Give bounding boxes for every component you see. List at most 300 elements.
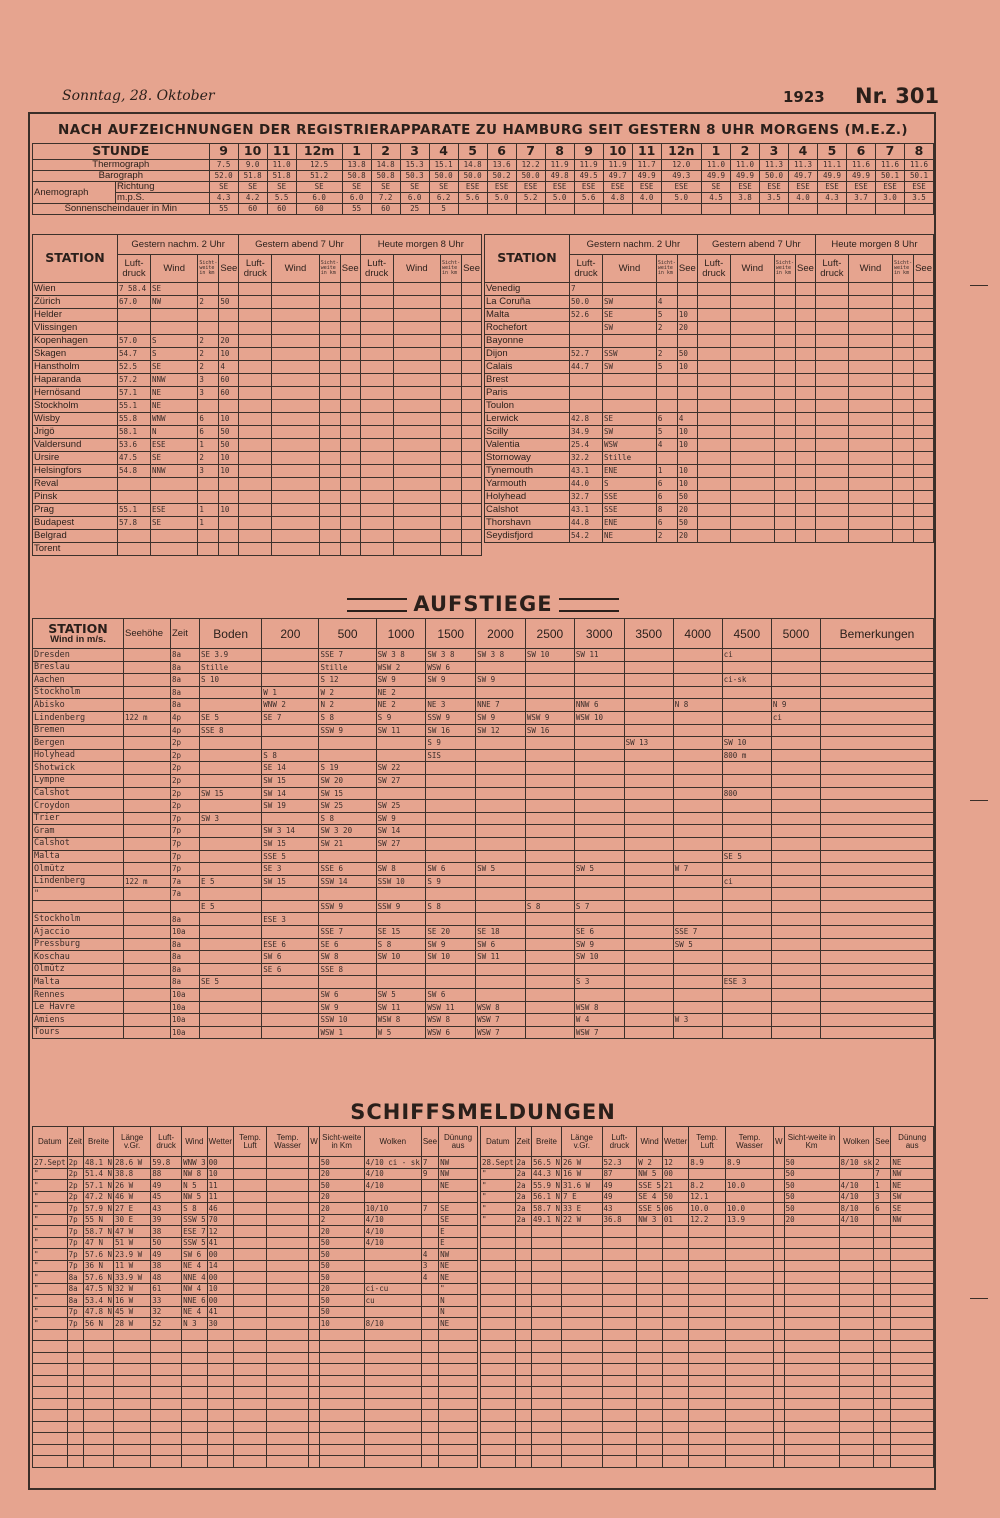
ascent-value	[200, 774, 262, 787]
ship-empty-cell	[637, 1410, 663, 1422]
station-value	[774, 439, 795, 452]
station-value	[319, 309, 340, 322]
ship-value	[309, 1318, 320, 1330]
hour-cell: 8	[904, 144, 933, 160]
edge-mark	[970, 1298, 988, 1299]
ascent-time: 8a	[171, 913, 200, 926]
station-value	[697, 361, 730, 374]
station-value: SE	[603, 309, 657, 322]
ascent-value	[476, 774, 526, 787]
station-value	[774, 348, 795, 361]
ship-empty-cell	[207, 1421, 233, 1433]
ascent-value	[476, 900, 526, 913]
ship-empty-cell	[891, 1375, 934, 1387]
station-value	[462, 296, 482, 309]
ascent-value: SE 3	[262, 863, 319, 876]
ship-value: 4/10	[839, 1191, 874, 1203]
ascent-value	[200, 737, 262, 750]
station-value	[393, 374, 440, 387]
ship-value: 10/10	[364, 1203, 421, 1215]
station-value: 20	[219, 335, 239, 348]
station-name: Belgrad	[33, 530, 118, 543]
ascent-value	[476, 749, 526, 762]
ascent-value	[574, 749, 624, 762]
ascent-time: 7p	[171, 825, 200, 838]
ascent-time: 10a	[171, 926, 200, 939]
ship-empty-cell	[207, 1329, 233, 1341]
register-value: 5.6	[574, 193, 603, 204]
register-value: 50.3	[400, 171, 429, 182]
ascent-value	[426, 850, 476, 863]
hour-cell: 9	[574, 144, 603, 160]
ship-empty-cell	[637, 1249, 663, 1261]
station-value: 58.1	[118, 426, 151, 439]
ship-empty-cell	[67, 1375, 83, 1387]
station-value	[272, 517, 319, 530]
ship-empty-cell	[83, 1444, 113, 1456]
hour-cell: 9	[209, 144, 238, 160]
ascent-value	[525, 812, 574, 825]
ascent-value	[525, 686, 574, 699]
ship-empty-cell	[602, 1387, 637, 1399]
station-value	[730, 361, 774, 374]
station-value: 7 58.4	[118, 283, 151, 296]
station-value	[239, 322, 272, 335]
ship-empty-cell	[689, 1283, 726, 1295]
ascent-value	[476, 800, 526, 813]
ascent-value: W 1	[262, 686, 319, 699]
ship-value	[266, 1180, 308, 1192]
ship-empty-cell	[874, 1375, 891, 1387]
ship-empty-cell	[839, 1237, 874, 1249]
ship-empty-cell	[67, 1433, 83, 1445]
register-value: 60	[238, 204, 267, 215]
ascent-value: SW 10	[376, 951, 426, 964]
register-value	[817, 204, 846, 215]
station-value	[319, 465, 340, 478]
ascent-value: SW 11	[476, 951, 526, 964]
station-value	[462, 491, 482, 504]
ship-value: "	[481, 1180, 516, 1192]
ship-empty-cell	[207, 1456, 233, 1468]
station-value: 52.5	[118, 361, 151, 374]
ship-empty-cell	[689, 1306, 726, 1318]
ship-empty-cell	[151, 1456, 182, 1468]
station-name: Holyhead	[485, 491, 570, 504]
station-value	[393, 400, 440, 413]
see-header: See	[795, 255, 815, 283]
ship-value: 10	[207, 1283, 233, 1295]
ship-empty-cell	[784, 1433, 839, 1445]
ship-value: 36.8	[602, 1214, 637, 1226]
station-value	[795, 491, 815, 504]
ascent-value	[426, 825, 476, 838]
station-value: 4	[219, 361, 239, 374]
ascent-value: SW 6	[319, 989, 376, 1002]
ship-empty-cell	[151, 1352, 182, 1364]
ship-value: 50	[319, 1272, 364, 1284]
ascent-value: SSE 7	[319, 649, 376, 662]
ascent-value: SW 5	[376, 989, 426, 1002]
ship-empty-cell	[774, 1329, 785, 1341]
station-value	[914, 283, 934, 296]
ascent-altitude	[124, 837, 171, 850]
ascent-value: SE 7	[262, 711, 319, 724]
ship-value: 36 N	[83, 1260, 113, 1272]
register-value	[545, 204, 574, 215]
ascent-time: 8a	[171, 951, 200, 964]
ship-empty-cell	[531, 1456, 561, 1468]
ship-empty-cell	[33, 1352, 68, 1364]
ship-empty-cell	[784, 1444, 839, 1456]
ship-empty-cell	[839, 1295, 874, 1307]
ascent-value	[673, 1001, 722, 1014]
ship-empty-cell	[839, 1329, 874, 1341]
ascent-altitude	[124, 989, 171, 1002]
ascent-value	[624, 888, 673, 901]
station-value	[677, 335, 697, 348]
ship-value: 52	[151, 1318, 182, 1330]
ship-empty-cell	[637, 1272, 663, 1284]
ascent-altitude	[124, 699, 171, 712]
station-value: 43.1	[570, 504, 603, 517]
station-value	[774, 426, 795, 439]
ship-header: Temp. Wasser	[725, 1127, 773, 1157]
station-value	[914, 335, 934, 348]
ascent-value	[624, 837, 673, 850]
altitude-header: 2000	[476, 619, 526, 649]
station-value: 10	[219, 413, 239, 426]
ship-empty-cell	[151, 1421, 182, 1433]
station-name: Bayonne	[485, 335, 570, 348]
station-value	[340, 491, 360, 504]
station-value: 60	[219, 374, 239, 387]
ascent-value	[722, 711, 771, 724]
ship-value: 00	[207, 1249, 233, 1261]
ship-empty-cell	[774, 1295, 785, 1307]
wind-header: Wind	[848, 255, 892, 283]
ascent-value	[624, 724, 673, 737]
register-value: 50.1	[904, 171, 933, 182]
station-value	[239, 309, 272, 322]
ship-empty-cell	[234, 1421, 267, 1433]
ship-empty-cell	[481, 1421, 516, 1433]
station-value	[914, 517, 934, 530]
ship-value	[774, 1157, 785, 1169]
ship-empty-cell	[874, 1352, 891, 1364]
ascent-station: Holyhead	[33, 749, 124, 762]
register-value	[788, 204, 817, 215]
station-value	[151, 478, 198, 491]
register-value: 11.0	[701, 160, 730, 171]
station-value: 4	[656, 439, 677, 452]
ascent-value	[673, 888, 722, 901]
ascent-time: 10a	[171, 989, 200, 1002]
station-value: 3	[198, 374, 219, 387]
ascent-value	[624, 825, 673, 838]
station-value	[239, 478, 272, 491]
station-value	[272, 465, 319, 478]
station-value	[697, 400, 730, 413]
station-value	[815, 426, 848, 439]
ascent-value	[673, 976, 722, 989]
station-value	[795, 374, 815, 387]
ascent-station: Lindenberg	[33, 875, 124, 888]
ship-empty-cell	[774, 1272, 785, 1284]
ship-value	[439, 1191, 478, 1203]
ship-value: 4	[421, 1272, 438, 1284]
register-value: 50.0	[759, 171, 788, 182]
register-value: 5.0	[545, 193, 574, 204]
ship-value	[364, 1249, 421, 1261]
station-value: SSE	[603, 504, 657, 517]
station-value	[239, 296, 272, 309]
ship-empty-cell	[421, 1433, 438, 1445]
ascent-altitude	[124, 1014, 171, 1027]
ship-value: 00	[662, 1168, 688, 1180]
ascent-value: NNW 6	[574, 699, 624, 712]
ascent-value	[426, 774, 476, 787]
ship-value: SW	[891, 1191, 934, 1203]
ship-value: 01	[662, 1214, 688, 1226]
ship-empty-cell	[774, 1283, 785, 1295]
ship-value: 16 W	[114, 1295, 151, 1307]
station-value	[848, 322, 892, 335]
station-value	[272, 322, 319, 335]
ascent-value	[200, 1001, 262, 1014]
register-value: 49.5	[574, 171, 603, 182]
ascent-value	[525, 863, 574, 876]
ascent-value: ci	[722, 875, 771, 888]
hour-cell: 2	[730, 144, 759, 160]
station-value	[914, 348, 934, 361]
ascent-value: N 8	[673, 699, 722, 712]
hour-cell: 6	[846, 144, 875, 160]
ascent-value	[476, 888, 526, 901]
year: 1923	[783, 88, 825, 106]
register-value: SE	[267, 182, 296, 193]
register-value: 9.0	[238, 160, 267, 171]
ascent-value: SW 3	[200, 812, 262, 825]
station-value	[219, 530, 239, 543]
ship-value: NW	[891, 1168, 934, 1180]
station-value	[441, 322, 462, 335]
ship-empty-cell	[602, 1433, 637, 1445]
ship-header: Luft-druck	[602, 1127, 637, 1157]
ship-empty-cell	[689, 1352, 726, 1364]
ship-empty-cell	[531, 1272, 561, 1284]
ship-empty-cell	[114, 1375, 151, 1387]
station-value	[118, 478, 151, 491]
ascent-value	[426, 787, 476, 800]
hour-cell: 11	[632, 144, 661, 160]
station-value	[219, 478, 239, 491]
station-value	[697, 348, 730, 361]
ship-empty-cell	[725, 1341, 773, 1353]
station-value: 10	[677, 439, 697, 452]
station-value	[795, 283, 815, 296]
ship-value: 2a	[515, 1180, 531, 1192]
station-value	[893, 335, 914, 348]
ship-empty-cell	[364, 1456, 421, 1468]
station-value	[914, 426, 934, 439]
ascent-value: S 8	[319, 711, 376, 724]
station-name: Calshot	[485, 504, 570, 517]
station-value	[677, 452, 697, 465]
ship-empty-cell	[515, 1306, 531, 1318]
station-value: 2	[198, 452, 219, 465]
station-value	[893, 530, 914, 543]
station-value	[360, 491, 393, 504]
station-value	[340, 374, 360, 387]
station-value	[603, 400, 657, 413]
ship-value	[234, 1283, 267, 1295]
station-name: Valdersund	[33, 439, 118, 452]
ascent-value	[200, 686, 262, 699]
ascent-value: WSW 1	[319, 1026, 376, 1039]
register-value: ESE	[730, 182, 759, 193]
sicht-header: Sicht-weite in km	[319, 255, 340, 283]
ship-empty-cell	[531, 1352, 561, 1364]
station-value	[340, 309, 360, 322]
ship-empty-cell	[662, 1260, 688, 1272]
ship-empty-cell	[67, 1364, 83, 1376]
ship-empty-cell	[481, 1318, 516, 1330]
ship-empty-cell	[784, 1387, 839, 1399]
ascent-value	[722, 661, 771, 674]
ascent-value	[771, 762, 820, 775]
station-value: 6	[656, 517, 677, 530]
ship-empty-cell	[874, 1272, 891, 1284]
ascent-value	[525, 875, 574, 888]
station-value: 10	[219, 452, 239, 465]
ship-empty-cell	[83, 1352, 113, 1364]
ship-empty-cell	[309, 1421, 320, 1433]
station-value	[795, 348, 815, 361]
station-value	[893, 517, 914, 530]
ascent-value	[376, 850, 426, 863]
station-value	[360, 322, 393, 335]
register-value: 49.9	[632, 171, 661, 182]
station-value	[697, 335, 730, 348]
ship-empty-cell	[33, 1456, 68, 1468]
ascent-value	[673, 686, 722, 699]
station-value	[848, 517, 892, 530]
station-value	[319, 348, 340, 361]
see-header: See	[462, 255, 482, 283]
ship-header: Datum	[33, 1127, 68, 1157]
ascent-value: SW 3 8	[426, 649, 476, 662]
register-value: 3.7	[846, 193, 875, 204]
sicht-header: Sicht-weite in km	[656, 255, 677, 283]
ship-value: 28 W	[114, 1318, 151, 1330]
ascent-value	[673, 711, 722, 724]
station-value: 6	[656, 478, 677, 491]
ascent-value	[376, 976, 426, 989]
ship-value: 50	[662, 1191, 688, 1203]
ascent-value	[426, 837, 476, 850]
ship-value	[309, 1157, 320, 1169]
ship-empty-cell	[839, 1364, 874, 1376]
ship-empty-cell	[784, 1352, 839, 1364]
ship-value: 57.6 N	[84, 1249, 113, 1259]
station-value	[795, 387, 815, 400]
ship-value: 7p	[67, 1260, 83, 1272]
ship-empty-cell	[481, 1249, 516, 1261]
station-value	[340, 413, 360, 426]
ship-value: 21	[662, 1180, 688, 1192]
ship-value	[421, 1295, 438, 1307]
ascent-value	[319, 976, 376, 989]
ascent-station: Ajaccio	[33, 926, 124, 939]
ascent-station: Lindenberg	[33, 711, 124, 724]
ship-value: 50	[319, 1260, 364, 1272]
station-value	[656, 452, 677, 465]
ship-table-right	[480, 1126, 934, 1468]
register-value	[516, 204, 545, 215]
ascent-value: W 3	[673, 1014, 722, 1027]
ascent-time: 7a	[171, 888, 200, 901]
ascent-value: SW 12	[476, 724, 526, 737]
station-value	[198, 309, 219, 322]
ship-empty-cell	[689, 1398, 726, 1410]
ascent-value	[624, 1026, 673, 1039]
sicht-header: Sicht-weite in km	[774, 255, 795, 283]
ship-value: 48.1 N	[84, 1157, 113, 1167]
ship-value: 4/10	[364, 1237, 421, 1249]
station-name: Vlissingen	[33, 322, 118, 335]
register-value: 4.8	[603, 193, 632, 204]
station-value	[462, 400, 482, 413]
register-value: 49.9	[701, 171, 730, 182]
ship-value: "	[33, 1318, 68, 1330]
ascent-value	[476, 825, 526, 838]
station-value	[340, 335, 360, 348]
ascent-value	[262, 1026, 319, 1039]
ship-empty-cell	[874, 1295, 891, 1307]
ascent-value	[200, 989, 262, 1002]
ascent-value: SW 3 8	[476, 649, 526, 662]
ship-value: 8.9	[725, 1157, 773, 1169]
station-value	[815, 283, 848, 296]
ascent-value	[624, 749, 673, 762]
register-value: 60	[296, 204, 342, 215]
ascent-value: WSW 8	[376, 1014, 426, 1027]
station-value	[239, 439, 272, 452]
ascent-value: SSE 7	[673, 926, 722, 939]
station-value	[697, 413, 730, 426]
ship-empty-cell	[562, 1272, 603, 1284]
ascent-value	[319, 888, 376, 901]
hour-cell: 5	[458, 144, 487, 160]
ascent-value	[673, 963, 722, 976]
station-value	[272, 387, 319, 400]
ship-value: 11 W	[114, 1260, 151, 1272]
ship-empty-cell	[266, 1329, 308, 1341]
station-value	[697, 439, 730, 452]
ship-header: Länge v.Gr.	[562, 1127, 603, 1157]
ship-empty-cell	[207, 1364, 233, 1376]
hour-cell: 12m	[296, 144, 342, 160]
station-value	[219, 309, 239, 322]
ascent-value	[771, 1001, 820, 1014]
station-value	[848, 387, 892, 400]
station-value: ESE	[151, 439, 198, 452]
ship-value: 10.0	[725, 1203, 773, 1215]
ship-value: 43	[602, 1203, 637, 1215]
ascent-value	[821, 926, 934, 939]
ship-empty-cell	[515, 1272, 531, 1284]
